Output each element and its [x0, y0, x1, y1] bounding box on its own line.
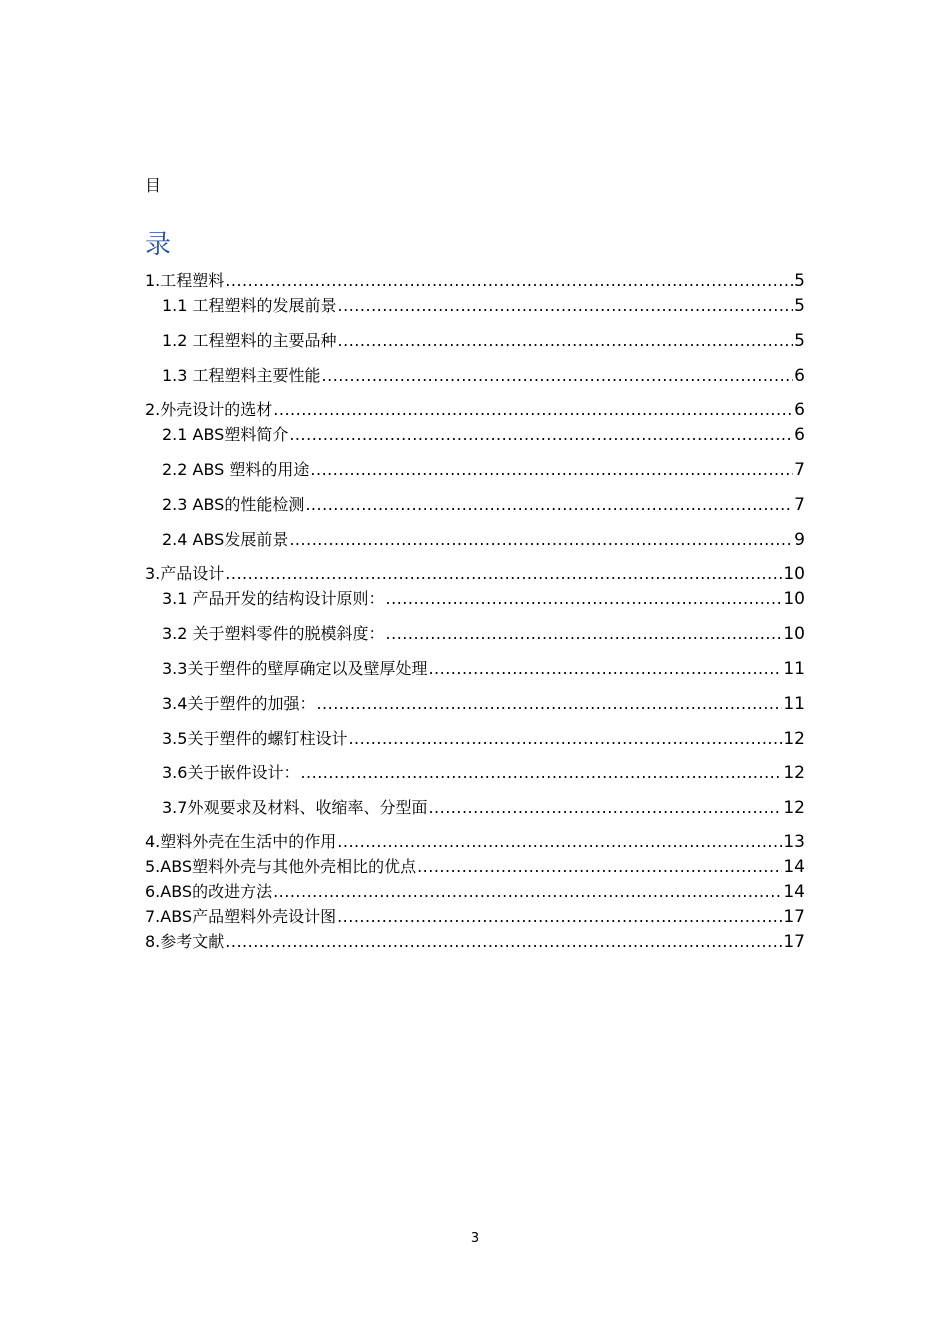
- toc-dot-leader: [338, 295, 794, 317]
- toc-entry[interactable]: [145, 831, 805, 853]
- toc-entry[interactable]: [145, 365, 805, 387]
- toc-entry-title: 1.3 工程塑料主要性能: [162, 366, 321, 385]
- toc-entry-page: 12: [783, 798, 805, 818]
- toc-entry[interactable]: [145, 797, 805, 819]
- toc-entry-title: 4.塑料外壳在生活中的作用: [145, 832, 337, 851]
- toc-entry[interactable]: [145, 658, 805, 680]
- toc-entry[interactable]: [145, 693, 805, 715]
- toc-entry[interactable]: [145, 931, 805, 953]
- toc-entry-page: 10: [783, 589, 805, 609]
- toc-entry-title: 3.3关于塑件的壁厚确定以及壁厚处理: [162, 659, 428, 678]
- toc-entry-title: 3.6关于嵌件设计：: [162, 763, 300, 782]
- toc-entry-title: 3.1 产品开发的结构设计原则：: [162, 589, 385, 608]
- toc-entry-title: 6.ABS的改进方法: [145, 882, 273, 901]
- toc-dot-leader: [322, 365, 794, 387]
- toc-heading-part1: 目: [145, 176, 162, 195]
- toc-dot-leader: [225, 270, 793, 292]
- toc-dot-leader: [428, 797, 782, 819]
- toc-entry[interactable]: [145, 270, 805, 292]
- toc-dot-leader: [289, 529, 793, 551]
- toc-entry[interactable]: [145, 424, 805, 446]
- toc-entry-page: 14: [783, 857, 805, 877]
- toc-entry-page: 12: [783, 763, 805, 783]
- toc-entry-title: 2.3 ABS的性能检测: [162, 495, 305, 514]
- toc-dot-leader: [337, 906, 782, 928]
- toc-entry-page: 10: [783, 564, 805, 584]
- toc-entry-title: 1.1 工程塑料的发展前景: [162, 296, 337, 315]
- toc-entry-page: 6: [794, 400, 805, 420]
- toc-entry[interactable]: [145, 906, 805, 928]
- toc-entry-title: 2.外壳设计的选材: [145, 400, 273, 419]
- table-of-contents: [145, 0, 805, 1000]
- toc-dot-leader: [338, 330, 794, 352]
- toc-dot-leader: [348, 728, 782, 750]
- toc-entry[interactable]: [145, 494, 805, 516]
- toc-dot-leader: [337, 831, 782, 853]
- toc-entry-title: 2.2 ABS 塑料的用途: [162, 460, 310, 479]
- toc-entry-page: 6: [794, 366, 805, 386]
- toc-entry[interactable]: [145, 459, 805, 481]
- toc-entry[interactable]: [145, 563, 805, 585]
- toc-entry-page: 12: [783, 729, 805, 749]
- toc-dot-leader: [310, 459, 793, 481]
- toc-entry-page: 7: [794, 460, 805, 480]
- toc-dot-leader: [225, 563, 782, 585]
- toc-dot-leader: [386, 588, 783, 610]
- toc-entry-page: 17: [783, 932, 805, 952]
- toc-dot-leader: [273, 881, 782, 903]
- toc-entry-page: 6: [794, 425, 805, 445]
- toc-entry-title: 5.ABS塑料外壳与其他外壳相比的优点: [145, 857, 417, 876]
- toc-entry[interactable]: [145, 728, 805, 750]
- toc-entry-page: 14: [783, 882, 805, 902]
- toc-entry-page: 13: [783, 832, 805, 852]
- toc-entry-page: 9: [794, 530, 805, 550]
- toc-heading-part2: 录: [145, 230, 172, 260]
- toc-entry-page: 5: [794, 271, 805, 291]
- toc-dot-leader: [225, 931, 782, 953]
- toc-entry-title: 3.2 关于塑料零件的脱模斜度：: [162, 624, 385, 643]
- toc-entry[interactable]: [145, 623, 805, 645]
- toc-dot-leader: [428, 658, 782, 680]
- toc-dot-leader: [305, 494, 793, 516]
- toc-entry[interactable]: [145, 762, 805, 784]
- toc-entry-page: 5: [794, 331, 805, 351]
- toc-entry-title: 2.1 ABS塑料简介: [162, 425, 289, 444]
- toc-entry[interactable]: [145, 295, 805, 317]
- toc-dot-leader: [273, 399, 793, 421]
- toc-dot-leader: [417, 856, 782, 878]
- toc-entry-title: 8.参考文献: [145, 932, 225, 951]
- toc-entry-title: 7.ABS产品塑料外壳设计图: [145, 907, 337, 926]
- toc-entry-title: 3.产品设计: [145, 564, 225, 583]
- toc-entry-page: 11: [783, 659, 805, 679]
- toc-entry-title: 1.2 工程塑料的主要品种: [162, 331, 337, 350]
- toc-entry[interactable]: [145, 529, 805, 551]
- toc-entry-title: 2.4 ABS发展前景: [162, 530, 289, 549]
- toc-dot-leader: [289, 424, 793, 446]
- toc-entry-page: 11: [783, 694, 805, 714]
- toc-entry-title: 3.7外观要求及材料、收缩率、分型面: [162, 798, 428, 817]
- toc-entry-page: 17: [783, 907, 805, 927]
- toc-entry-title: 3.4关于塑件的加强：: [162, 694, 316, 713]
- toc-dot-leader: [300, 762, 782, 784]
- page-number: 3: [470, 1231, 480, 1246]
- toc-entry[interactable]: [145, 856, 805, 878]
- toc-dot-leader: [386, 623, 783, 645]
- toc-entry-title: 3.5关于塑件的螺钉柱设计: [162, 729, 348, 748]
- toc-entry-page: 7: [794, 495, 805, 515]
- toc-dot-leader: [316, 693, 782, 715]
- toc-entry[interactable]: [145, 881, 805, 903]
- toc-entry[interactable]: [145, 588, 805, 610]
- toc-entry[interactable]: [145, 399, 805, 421]
- toc-entry-page: 5: [794, 296, 805, 316]
- toc-entry-page: 10: [783, 624, 805, 644]
- toc-entry-title: 1.工程塑料: [145, 271, 225, 290]
- toc-entry[interactable]: [145, 330, 805, 352]
